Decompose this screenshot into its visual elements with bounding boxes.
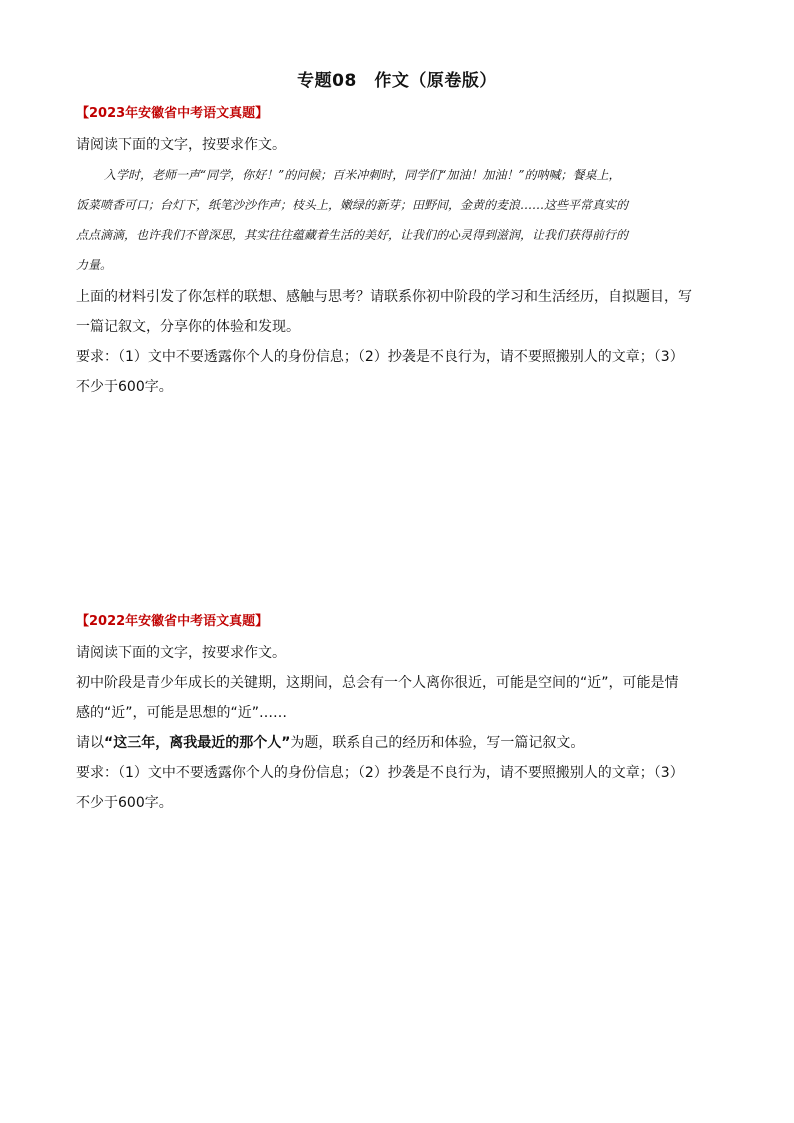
instruction-2022: 请阅读下面的文字，按要求作文。 xyxy=(76,645,286,661)
section-2022 xyxy=(76,612,726,818)
prompt-line: 一篇记叙文，分享你的体验和发现。 xyxy=(76,319,300,335)
topic-suffix: 为题，联系自己的经历和体验，写一篇记叙文。 xyxy=(290,735,585,751)
document-title: 专题08 作文（原卷版） xyxy=(297,71,497,91)
material-block-2022 xyxy=(76,668,726,728)
requirement-block-2022 xyxy=(76,758,726,818)
requirement-line: 要求：（1）文中不要透露你个人的身份信息；（2）抄袭是不良行为，请不要照搬别人的文章；（3） xyxy=(76,765,684,781)
requirement-line: 不少于600字。 xyxy=(76,379,173,395)
prompt-line: 上面的材料引发了你怎样的联想、感触与思考？请联系你初中阶段的学习和生活经历，自拟题目，写 xyxy=(76,289,692,305)
quote-line: 力量。 xyxy=(76,258,113,272)
section-2023 xyxy=(76,104,726,402)
material-line: 初中阶段是青少年成长的关键期，这期间，总会有一个人离你很近，可能是空间的“近”，可能是情 xyxy=(76,675,679,691)
requirement-line: 不少于600字。 xyxy=(76,795,173,811)
topic-title: “这三年，离我最近的那个人” xyxy=(104,735,291,751)
section-header-2023: 【2023年安徽省中考语文真题】 xyxy=(76,106,269,121)
material-line: 感的“近”，可能是思想的“近”…… xyxy=(76,705,288,721)
topic-line-2022 xyxy=(76,728,726,758)
quote-line: 入学时，老师一声“同学，你好！”的问候；百米冲刺时，同学们“加油！加油！”的呐喊；餐桌上， xyxy=(104,168,621,182)
instruction-2023: 请阅读下面的文字，按要求作文。 xyxy=(76,137,286,153)
quote-block-2023 xyxy=(76,160,726,280)
requirement-line: 要求：（1）文中不要透露你个人的身份信息；（2）抄袭是不良行为，请不要照搬别人的文章；（3） xyxy=(76,349,684,365)
topic-prefix: 请以 xyxy=(76,735,104,751)
section-header-2022: 【2022年安徽省中考语文真题】 xyxy=(76,614,269,629)
requirement-block-2023 xyxy=(76,342,726,402)
prompt-block-2023 xyxy=(76,282,726,342)
quote-line: 饭菜喷香可口；台灯下，纸笔沙沙作声；枝头上，嫩绿的新芽；田野间，金黄的麦浪……这些平常真实的 xyxy=(76,198,629,212)
quote-line: 点点滴滴，也许我们不曾深思，其实往往蕴藏着生活的美好，让我们的心灵得到滋润，让我们获得前行的 xyxy=(76,228,629,242)
